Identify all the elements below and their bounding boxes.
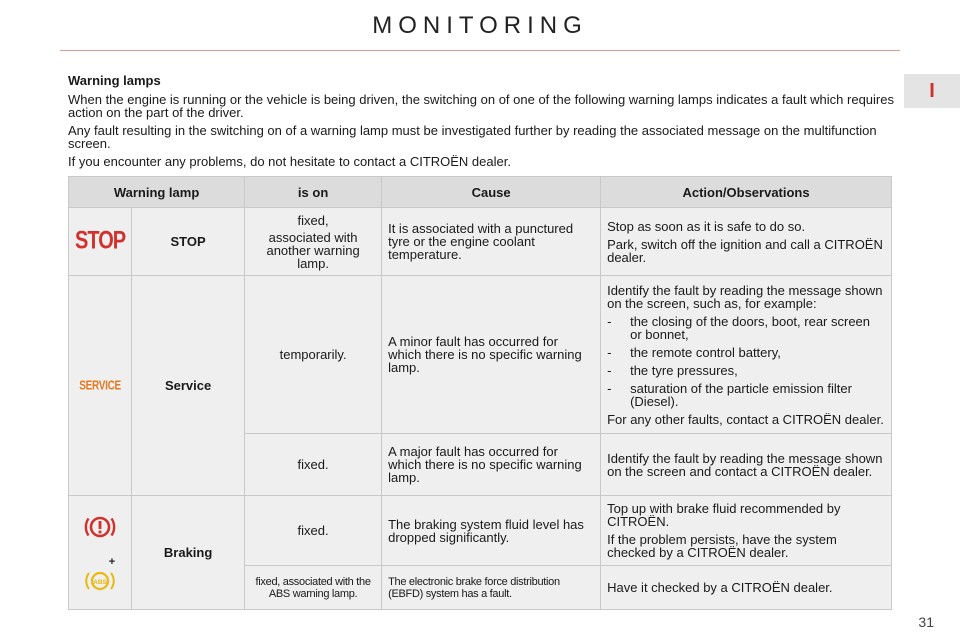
- action-text: Park, switch off the ignition and call a CITROËN dealer.: [607, 236, 883, 265]
- action-cell: [601, 208, 892, 276]
- lamp-name-service: Service: [132, 276, 245, 496]
- stop-warning-icon: STOP: [75, 226, 126, 255]
- cause-cell: It is associated with a punctured tyre or the engine coolant temperature.: [382, 208, 601, 276]
- warning-lamps-table: [68, 176, 892, 610]
- section-heading: Warning lamps: [68, 73, 161, 88]
- cause-cell: The electronic brake force distribution (EBFD) system has a fault.: [382, 566, 601, 610]
- braking-icon-cell: [69, 496, 132, 610]
- list-item: - the remote control battery,: [607, 346, 885, 359]
- action-cell: [601, 496, 892, 566]
- header-is-on: is on: [245, 177, 382, 208]
- braking-icons: [84, 510, 116, 594]
- list-item: - saturation of the particle emission filter (Diesel).: [607, 382, 885, 408]
- is-on-text: fixed,: [297, 212, 329, 228]
- action-cell: [601, 276, 892, 434]
- is-on-cell: fixed.: [245, 434, 382, 496]
- action-cell: Have it checked by a CITROËN dealer.: [601, 566, 892, 610]
- brake-warning-icon: [86, 518, 114, 536]
- is-on-cell: fixed, associated with the ABS warning lamp.: [245, 566, 382, 610]
- header-action: Action/Observations: [601, 177, 892, 208]
- page-number: 31: [918, 614, 934, 630]
- action-text: If the problem persists, have the system checked by a CITROËN dealer.: [607, 532, 837, 560]
- is-on-cell: temporarily.: [245, 276, 382, 434]
- page-title: MONITORING: [372, 12, 588, 39]
- stop-icon-cell: [69, 208, 132, 276]
- intro-paragraph-2: Any fault resulting in the switching on of a warning lamp must be investigated further by reading the associated message on the multifunction screen.: [68, 123, 877, 151]
- lamp-name-stop: STOP: [132, 208, 245, 276]
- action-text: Identify the fault by reading the message shown on the screen, such as, for example:: [607, 282, 883, 311]
- action-text: For any other faults, contact a CITROËN dealer.: [607, 411, 884, 427]
- table-header-row: [69, 177, 892, 208]
- abs-icon-text: ABS: [93, 578, 107, 586]
- is-on-text: associated with another warning lamp.: [266, 229, 360, 271]
- service-warning-icon: SERVICE: [79, 379, 121, 394]
- table-row: [69, 496, 892, 566]
- intro-paragraph-3: If you encounter any problems, do not hesitate to contact a CITROËN dealer.: [68, 154, 511, 169]
- title-divider: [60, 50, 900, 51]
- cause-cell: The braking system fluid level has dropped significantly.: [382, 496, 601, 566]
- cause-cell: A minor fault has occurred for which there is no specific warning lamp.: [382, 276, 601, 434]
- is-on-cell: fixed.: [245, 496, 382, 566]
- intro-section: [68, 74, 896, 173]
- action-cell: Identify the fault by reading the message shown on the screen and contact a CITROËN dealer.: [601, 434, 892, 496]
- list-item: - the closing of the doors, boot, rear screen or bonnet,: [607, 315, 885, 341]
- fault-list: [607, 315, 885, 408]
- action-text: Top up with brake fluid recommended by CITROËN.: [607, 501, 841, 529]
- lamp-name-braking: Braking: [132, 496, 245, 610]
- list-item: - the tyre pressures,: [607, 364, 885, 377]
- plus-sign: +: [108, 555, 116, 568]
- chapter-tab[interactable]: I: [904, 74, 960, 108]
- intro-paragraph-1: When the engine is running or the vehicle is being driven, the switching on of one of the following warning lamps indicates a fault which requires action on the part of the driver.: [68, 92, 894, 120]
- header-warning-lamp: Warning lamp: [69, 177, 245, 208]
- table-row: [69, 208, 892, 276]
- action-text: Stop as soon as it is safe to do so.: [607, 218, 806, 234]
- header-cause: Cause: [382, 177, 601, 208]
- service-icon-cell: [69, 276, 132, 496]
- is-on-cell: [245, 208, 382, 276]
- abs-warning-icon: [86, 573, 114, 589]
- cause-cell: A major fault has occurred for which there is no specific warning lamp.: [382, 434, 601, 496]
- table-row: [69, 276, 892, 434]
